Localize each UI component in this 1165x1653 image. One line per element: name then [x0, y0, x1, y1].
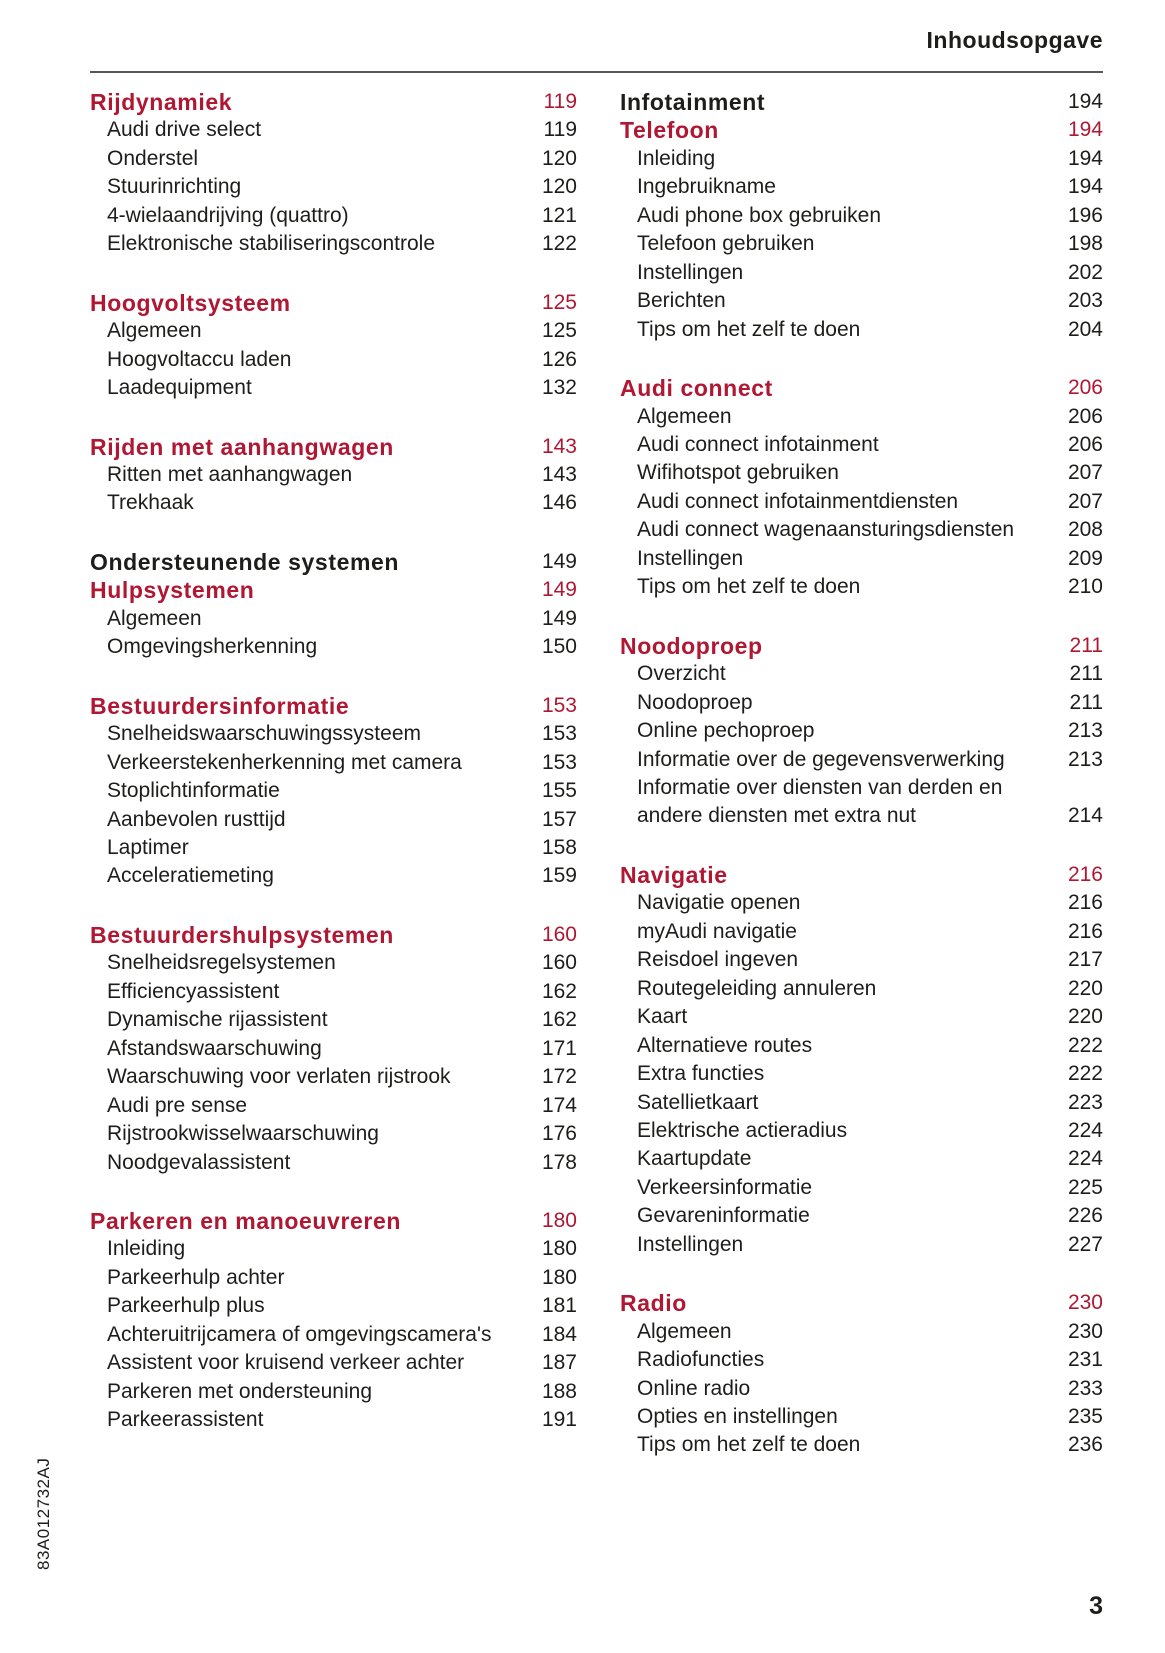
toc-entry-row [620, 975, 1103, 1003]
toc-entry-row [90, 1235, 577, 1263]
toc-heading-label: Rijdynamiek [90, 89, 233, 115]
page-ref: 204 [1067, 317, 1103, 341]
toc-entry-label: Elektrische actieradius [637, 1118, 848, 1142]
toc-entry-label: Reisdoel ingeven [637, 948, 799, 972]
page-ref: 236 [1067, 1433, 1103, 1457]
toc-entry-row [620, 545, 1103, 573]
toc-entry-row [620, 1032, 1103, 1060]
page-ref: 226 [1067, 1204, 1103, 1228]
toc-column-right [620, 88, 1103, 1460]
page-ref: 235 [1067, 1405, 1103, 1429]
toc-heading-row [90, 692, 577, 720]
toc-heading-label: Audi connect [620, 375, 773, 402]
toc-entry-row [90, 461, 577, 489]
page-ref: 143 [541, 434, 577, 458]
toc-section [90, 692, 577, 891]
page-ref: 132 [541, 376, 577, 400]
toc-heading-label: Noodoproep [620, 632, 763, 659]
toc-heading-row [620, 1289, 1103, 1317]
toc-heading-row [90, 289, 577, 317]
toc-entry-row [90, 1149, 577, 1177]
page-ref: 196 [1067, 203, 1103, 227]
toc-entry-label: Parkeerhulp achter [107, 1265, 285, 1289]
toc-entry-label: Achteruitrijcamera of omgevingscamera's [107, 1322, 492, 1346]
toc-entry-label: Efficiencyassistent [107, 979, 280, 1003]
toc-entry-label: Snelheidswaarschuwingssysteem [107, 722, 421, 746]
toc-entry-row [620, 431, 1103, 459]
toc-entry-label: Algemeen [107, 319, 202, 343]
page-ref: 191 [541, 1408, 577, 1432]
page-ref: 206 [1067, 404, 1103, 428]
toc-entry-label: Algemeen [107, 606, 202, 630]
toc-entry-label: Telefoon gebruiken [637, 232, 815, 256]
toc-entry-row [90, 202, 577, 230]
toc-entry-label: Wifihotspot gebruiken [637, 461, 839, 485]
page-header-title: Inhoudsopgave [90, 26, 1103, 73]
toc-entry-label: Noodoproep [637, 690, 753, 714]
toc-entry-label: Alternatieve routes [637, 1033, 813, 1057]
toc-entry-row [620, 802, 1103, 830]
toc-section [90, 433, 577, 518]
page-ref: 213 [1067, 719, 1103, 743]
toc-entry-label: Hoogvoltaccu laden [107, 347, 292, 371]
toc-heading-label: Parkeren en manoeuvreren [90, 1207, 401, 1234]
page-ref: 149 [541, 549, 577, 573]
toc-entry-label: Omgevingsherkenning [107, 635, 318, 659]
toc-entry-label: Informatie over diensten van derden en [637, 775, 1003, 799]
toc-entry-row [90, 720, 577, 748]
toc-entry-label: Opties en instellingen [637, 1405, 838, 1429]
page-ref: 213 [1067, 747, 1103, 771]
toc-entry-row [620, 1145, 1103, 1173]
toc-entry-label: Noodgevalassistent [107, 1150, 291, 1174]
toc-entry-label: Stoplichtinformatie [107, 779, 280, 803]
toc-heading-label: Rijden met aanhangwagen [90, 433, 394, 460]
page-ref: 222 [1067, 1033, 1103, 1057]
toc-entry-row [620, 316, 1103, 344]
toc-entry-label: Inleiding [637, 146, 716, 170]
toc-entry-label: Verkeersinformatie [637, 1175, 813, 1199]
toc-entry-row [90, 777, 577, 805]
page-ref: 180 [541, 1265, 577, 1289]
toc-entry-row [90, 173, 577, 201]
page-ref: 178 [541, 1150, 577, 1174]
toc-entry-row [620, 1202, 1103, 1230]
page-ref: 174 [541, 1093, 577, 1117]
toc-entry-row [620, 1318, 1103, 1346]
toc-entry-row [620, 202, 1103, 230]
toc-section [620, 861, 1103, 1259]
toc-heading-row [90, 1207, 577, 1235]
toc-entry-label: Overzicht [637, 662, 726, 686]
toc-section [90, 921, 577, 1177]
toc-heading-row [620, 116, 1103, 144]
toc-entry-row [620, 717, 1103, 745]
toc-entry-row [90, 1006, 577, 1034]
toc-entry-label: Assistent voor kruisend verkeer achter [107, 1351, 465, 1375]
page-ref: 125 [541, 290, 577, 314]
toc-entry-row [90, 806, 577, 834]
toc-section [620, 1289, 1103, 1460]
toc-entry-row [620, 573, 1103, 601]
toc-entry-row [90, 145, 577, 173]
page-ref: 194 [1067, 90, 1103, 113]
page-ref: 230 [1067, 1291, 1103, 1315]
page-ref: 181 [541, 1294, 577, 1318]
toc-entry-row [90, 1321, 577, 1349]
toc-entry-row [90, 489, 577, 517]
page-ref: 188 [541, 1379, 577, 1403]
toc-heading-label: Navigatie [620, 861, 728, 888]
toc-entry-row [620, 1003, 1103, 1031]
page-ref: 230 [1067, 1319, 1103, 1343]
page-ref: 149 [541, 606, 577, 630]
toc-entry-label: Waarschuwing voor verlaten rijstrook [107, 1065, 451, 1089]
page-number: 3 [1089, 1592, 1103, 1620]
page-ref: 209 [1067, 546, 1103, 570]
page-ref: 119 [543, 90, 577, 113]
toc-entry-row [90, 1349, 577, 1377]
toc-entry-row [90, 1292, 577, 1320]
page-ref: 222 [1067, 1062, 1103, 1086]
toc-entry-label: Trekhaak [107, 491, 194, 515]
toc-entry-row [620, 774, 1103, 802]
toc-heading-label: Telefoon [620, 117, 719, 144]
page-ref: 153 [541, 722, 577, 746]
toc-entry-row [90, 949, 577, 977]
page-ref: 217 [1067, 948, 1103, 972]
toc-entry-label: Parkeren met ondersteuning [107, 1379, 372, 1403]
toc-entry-label: Instellingen [637, 260, 744, 284]
toc-entry-label: Elektronische stabiliseringscontrole [107, 232, 435, 256]
toc-entry-label: Stuurinrichting [107, 175, 242, 199]
page-ref: 216 [1067, 862, 1103, 886]
toc-entry-row [620, 1403, 1103, 1431]
toc-section [90, 88, 577, 259]
toc-entry-label: Kaart [637, 1005, 688, 1029]
toc-entry-label: Aanbevolen rusttijd [107, 807, 286, 831]
toc-entry-row [620, 1174, 1103, 1202]
toc-entry-row [90, 633, 577, 661]
toc-entry-row [90, 605, 577, 633]
toc-entry-label: Inleiding [107, 1237, 186, 1261]
page-ref: 122 [541, 232, 577, 256]
toc-entry-row [90, 346, 577, 374]
toc-entry-row [620, 145, 1103, 173]
page-ref: 233 [1067, 1376, 1103, 1400]
page-ref: 231 [1067, 1348, 1103, 1372]
toc-section [90, 289, 577, 403]
page-ref: 208 [1067, 518, 1103, 542]
toc-entry-label: Gevareninformatie [637, 1204, 810, 1228]
toc-entry-label: Onderstel [107, 146, 199, 170]
toc-entry-label: Navigatie openen [637, 891, 801, 915]
page-ref: 206 [1067, 376, 1103, 400]
toc-entry-row [620, 488, 1103, 516]
page-ref: 126 [541, 347, 577, 371]
toc-heading-label: Hulpsystemen [90, 577, 255, 604]
toc-heading-row [90, 548, 577, 576]
page-ref: 180 [541, 1237, 577, 1261]
page-ref: 146 [541, 491, 577, 515]
toc-heading-label: Hoogvoltsysteem [90, 289, 291, 316]
toc-entry-label: Laptimer [107, 835, 189, 859]
toc-heading-row [90, 88, 577, 116]
toc-entry-label: andere diensten met extra nut [637, 804, 917, 828]
toc-entry-row [620, 403, 1103, 431]
toc-entry-label: Algemeen [637, 1319, 732, 1343]
toc-entry-row [620, 230, 1103, 258]
toc-entry-row [620, 660, 1103, 688]
page-ref: 225 [1067, 1175, 1103, 1199]
toc-entry-row [90, 1378, 577, 1406]
page-ref: 120 [541, 175, 577, 199]
page-ref: 143 [541, 462, 577, 486]
page-ref: 224 [1067, 1118, 1103, 1142]
toc-entry-label: 4-wielaandrijving (quattro) [107, 203, 349, 227]
toc-entry-label: Routegeleiding annuleren [637, 976, 877, 1000]
toc-entry-row [90, 749, 577, 777]
toc-entry-label: Radiofuncties [637, 1348, 765, 1372]
toc-entry-row [620, 1231, 1103, 1259]
toc-entry-row [620, 889, 1103, 917]
toc-section [90, 1207, 577, 1435]
page-ref: 125 [541, 319, 577, 343]
toc-entry-label: Tips om het zelf te doen [637, 575, 861, 599]
page-ref: 155 [541, 779, 577, 803]
toc-entry-label: Afstandswaarschuwing [107, 1036, 322, 1060]
page-ref: 120 [541, 146, 577, 170]
toc-entry-label: Acceleratiemeting [107, 864, 274, 888]
page-ref: 194 [1067, 146, 1103, 170]
toc-entry-row [620, 1346, 1103, 1374]
toc-entry-label: Rijstrookwisselwaarschuwing [107, 1122, 379, 1146]
page-ref: 153 [541, 750, 577, 774]
page-ref: 162 [541, 1008, 577, 1032]
toc-entry-label: Algemeen [637, 404, 732, 428]
toc-entry-row [620, 1431, 1103, 1459]
page-ref: 176 [541, 1122, 577, 1146]
page-ref: 227 [1067, 1232, 1103, 1256]
page-ref: 211 [1069, 690, 1103, 714]
toc-heading-label: Bestuurdershulpsystemen [90, 921, 394, 948]
toc-entry-label: Audi phone box gebruiken [637, 203, 882, 227]
page-ref: 180 [541, 1208, 577, 1232]
page-ref: 220 [1067, 1005, 1103, 1029]
toc-heading-label: Infotainment [620, 89, 766, 115]
toc-section [90, 548, 577, 662]
toc-section [620, 632, 1103, 831]
toc-content [90, 88, 1103, 1460]
page-ref: 206 [1067, 432, 1103, 456]
toc-entry-label: Audi connect wagenaansturingsdiensten [637, 518, 1015, 542]
document-code: 83A012732AJ [34, 1457, 53, 1570]
toc-entry-row [620, 1089, 1103, 1117]
toc-entry-row [90, 1035, 577, 1063]
toc-entry-row [90, 834, 577, 862]
toc-entry-row [620, 459, 1103, 487]
toc-heading-label: Ondersteunende systemen [90, 548, 400, 575]
toc-entry-label: Ritten met aanhangwagen [107, 462, 353, 486]
toc-entry-row [620, 918, 1103, 946]
page-ref: 150 [541, 635, 577, 659]
page-ref: 216 [1067, 891, 1103, 915]
page-ref: 160 [541, 922, 577, 946]
page-ref: 162 [541, 979, 577, 1003]
page-ref: 203 [1067, 289, 1103, 313]
toc-entry-row [620, 689, 1103, 717]
page-ref: 172 [541, 1065, 577, 1089]
toc-entry-label: Verkeerstekenherkenning met camera [107, 750, 462, 774]
toc-heading-label: Radio [620, 1290, 687, 1317]
toc-entry-label: Online pechoproep [637, 719, 815, 743]
toc-entry-row [90, 374, 577, 402]
toc-entry-row [620, 946, 1103, 974]
toc-entry-row [620, 516, 1103, 544]
page-ref: 121 [541, 203, 577, 227]
toc-entry-label: Tips om het zelf te doen [637, 1433, 861, 1457]
page-ref: 211 [1069, 662, 1103, 686]
page-ref: 202 [1067, 260, 1103, 284]
toc-entry-row [90, 862, 577, 890]
page-ref: 210 [1067, 575, 1103, 599]
toc-entry-row [90, 1406, 577, 1434]
toc-entry-label: Satellietkaart [637, 1090, 759, 1114]
page-ref: 223 [1067, 1090, 1103, 1114]
toc-heading-row [620, 861, 1103, 889]
toc-entry-row [90, 1120, 577, 1148]
page-ref: 207 [1067, 461, 1103, 485]
page-ref: 194 [1067, 118, 1103, 142]
toc-heading-row [620, 374, 1103, 402]
toc-entry-label: Instellingen [637, 1232, 744, 1256]
toc-heading-row [90, 576, 577, 604]
page-ref: 187 [541, 1351, 577, 1375]
toc-heading-row [90, 433, 577, 461]
toc-section [620, 374, 1103, 602]
toc-entry-label: Berichten [637, 289, 726, 313]
toc-heading-row [620, 632, 1103, 660]
page-ref: 216 [1067, 919, 1103, 943]
page-ref: 159 [541, 864, 577, 888]
toc-entry-row [90, 317, 577, 345]
page-ref: 207 [1067, 489, 1103, 513]
toc-entry-row [620, 1375, 1103, 1403]
toc-entry-row [620, 1117, 1103, 1145]
toc-entry-label: Audi connect infotainment [637, 432, 879, 456]
toc-heading-row [90, 921, 577, 949]
toc-entry-row [90, 1264, 577, 1292]
page-ref: 153 [541, 693, 577, 717]
page-ref: 224 [1067, 1147, 1103, 1171]
toc-entry-row [620, 287, 1103, 315]
page-ref: 184 [541, 1322, 577, 1346]
page-ref: 194 [1067, 175, 1103, 199]
toc-entry-row [620, 173, 1103, 201]
toc-entry-row [90, 1092, 577, 1120]
page-ref: 158 [541, 835, 577, 859]
page-ref: 220 [1067, 976, 1103, 1000]
page-ref: 149 [541, 578, 577, 602]
toc-entry-row [620, 259, 1103, 287]
page-ref: 160 [541, 951, 577, 975]
page-ref: 214 [1067, 804, 1103, 828]
page-ref: 119 [543, 118, 577, 142]
toc-heading-row [620, 88, 1103, 116]
toc-section [620, 88, 1103, 344]
toc-entry-label: Snelheidsregelsystemen [107, 951, 336, 975]
toc-entry-label: Audi drive select [107, 118, 262, 142]
toc-entry-label: Tips om het zelf te doen [637, 317, 861, 341]
toc-entry-label: Parkeerhulp plus [107, 1294, 265, 1318]
toc-entry-label: Kaartupdate [637, 1147, 752, 1171]
toc-entry-label: Laadequipment [107, 376, 252, 400]
toc-entry-row [620, 746, 1103, 774]
toc-entry-label: myAudi navigatie [637, 919, 797, 943]
toc-entry-label: Audi pre sense [107, 1093, 248, 1117]
toc-entry-row [90, 978, 577, 1006]
toc-column-left [90, 88, 577, 1460]
toc-entry-row [90, 116, 577, 144]
page-ref: 171 [541, 1036, 577, 1060]
page-ref: 198 [1067, 232, 1103, 256]
toc-entry-row [620, 1060, 1103, 1088]
toc-entry-row [90, 230, 577, 258]
toc-entry-label: Ingebruikname [637, 175, 776, 199]
toc-entry-label: Audi connect infotainmentdiensten [637, 489, 959, 513]
toc-entry-label: Extra functies [637, 1062, 765, 1086]
toc-heading-label: Bestuurdersinformatie [90, 692, 350, 719]
page-ref: 211 [1069, 633, 1103, 657]
toc-entry-row [90, 1063, 577, 1091]
toc-entry-label: Online radio [637, 1376, 751, 1400]
toc-entry-label: Informatie over de gegevensverwerking [637, 747, 1005, 771]
toc-entry-label: Instellingen [637, 546, 744, 570]
page-ref: 157 [541, 807, 577, 831]
toc-entry-label: Dynamische rijassistent [107, 1008, 328, 1032]
toc-entry-label: Parkeerassistent [107, 1408, 264, 1432]
